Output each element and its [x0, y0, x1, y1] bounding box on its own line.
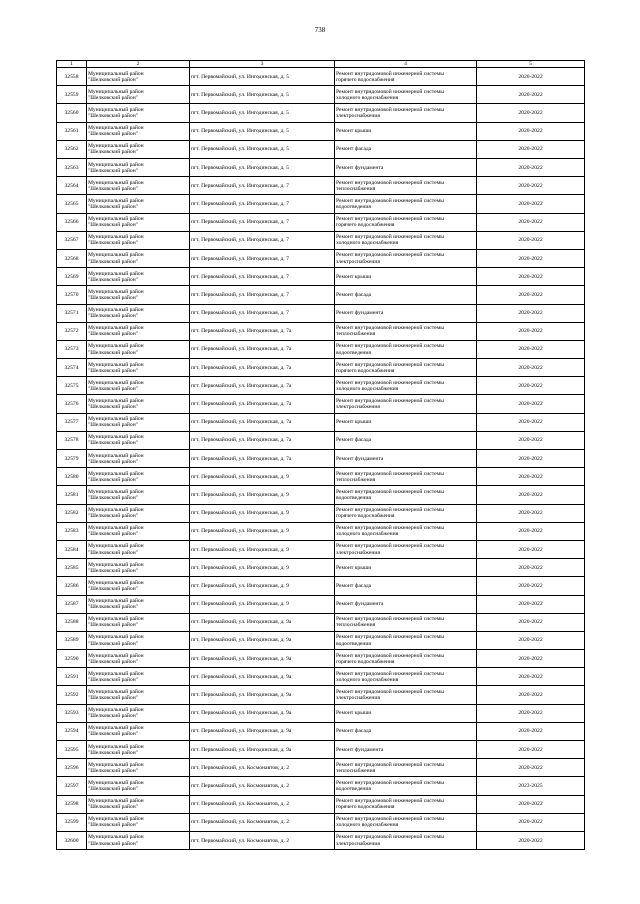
address-cell: пгт. Первомайский, ул. Ингодинская, д. 5 — [190, 159, 335, 177]
municipality-cell: Муниципальный район "Шелковский район" — [87, 777, 190, 795]
work-type-cell: Ремонт внутридомовой инженерной системы электроснабжения — [335, 831, 477, 849]
work-type-cell: Ремонт фундамента — [335, 595, 477, 613]
address-cell: пгт. Первомайский, ул. Ингодинская, д. 9 — [190, 504, 335, 522]
period-cell: 2020-2022 — [477, 140, 585, 158]
table-row — [57, 140, 585, 158]
address-cell: пгт. Первомайский, ул. Ингодинская, д. 9 — [190, 595, 335, 613]
row-number-cell: 32578 — [57, 431, 87, 449]
address-cell: пгт. Первомайский, ул. Ингодинская, д. 7а — [190, 395, 335, 413]
municipality-cell: Муниципальный район "Шелковский район" — [87, 413, 190, 431]
municipality-cell: Муниципальный район "Шелковский район" — [87, 195, 190, 213]
period-cell: 2020-2022 — [477, 268, 585, 286]
address-cell: пгт. Первомайский, ул. Ингодинская, д. 7 — [190, 231, 335, 249]
work-type-cell: Ремонт фасада — [335, 722, 477, 740]
work-type-cell: Ремонт внутридомовой инженерной системы водоотведения — [335, 340, 477, 358]
table-row — [57, 486, 585, 504]
work-type-cell: Ремонт внутридомовой инженерной системы водоотведения — [335, 486, 477, 504]
work-type-cell: Ремонт фасада — [335, 140, 477, 158]
work-type-cell: Ремонт внутридомовой инженерной системы горячего водоснабжения — [335, 795, 477, 813]
address-cell: пгт. Первомайский, ул. Ингодинская, д. 9а — [190, 613, 335, 631]
period-cell: 2020-2022 — [477, 86, 585, 104]
table-row — [57, 559, 585, 577]
table-row — [57, 450, 585, 468]
address-cell: пгт. Первомайский, ул. Космонавтов, д. 2 — [190, 831, 335, 849]
period-cell: 2020-2022 — [477, 450, 585, 468]
period-cell: 2023-2025 — [477, 777, 585, 795]
work-type-cell: Ремонт крыши — [335, 704, 477, 722]
table-row — [57, 340, 585, 358]
column-header: 1 — [57, 61, 87, 68]
table-row — [57, 177, 585, 195]
table-row — [57, 359, 585, 377]
table-row — [57, 249, 585, 267]
period-cell: 2020-2022 — [477, 340, 585, 358]
period-cell: 2020-2022 — [477, 195, 585, 213]
address-cell: пгт. Первомайский, ул. Ингодинская, д. 7а — [190, 340, 335, 358]
municipality-cell: Муниципальный район "Шелковский район" — [87, 704, 190, 722]
address-cell: пгт. Первомайский, ул. Ингодинская, д. 7а — [190, 431, 335, 449]
column-header: 4 — [335, 61, 477, 68]
municipality-cell: Муниципальный район "Шелковский район" — [87, 613, 190, 631]
row-number-cell: 32577 — [57, 413, 87, 431]
municipality-cell: Муниципальный район "Шелковский район" — [87, 304, 190, 322]
table-row — [57, 377, 585, 395]
table-row — [57, 613, 585, 631]
table-row — [57, 831, 585, 849]
row-number-cell: 32583 — [57, 522, 87, 540]
work-type-cell: Ремонт внутридомовой инженерной системы теплоснабжения — [335, 759, 477, 777]
row-number-cell: 32595 — [57, 741, 87, 759]
row-number-cell: 32586 — [57, 577, 87, 595]
table-row — [57, 722, 585, 740]
municipality-cell: Муниципальный район "Шелковский район" — [87, 177, 190, 195]
table-row — [57, 431, 585, 449]
municipality-cell: Муниципальный район "Шелковский район" — [87, 122, 190, 140]
work-type-cell: Ремонт крыши — [335, 122, 477, 140]
municipality-cell: Муниципальный район "Шелковский район" — [87, 522, 190, 540]
period-cell: 2020-2022 — [477, 831, 585, 849]
address-cell: пгт. Первомайский, ул. Ингодинская, д. 5 — [190, 68, 335, 86]
period-cell: 2020-2022 — [477, 540, 585, 558]
row-number-cell: 32574 — [57, 359, 87, 377]
period-cell: 2020-2022 — [477, 431, 585, 449]
column-header: 5 — [477, 61, 585, 68]
address-cell: пгт. Первомайский, ул. Ингодинская, д. 9 — [190, 522, 335, 540]
period-cell: 2020-2022 — [477, 759, 585, 777]
table-row — [57, 650, 585, 668]
address-cell: пгт. Первомайский, ул. Ингодинская, д. 9 — [190, 486, 335, 504]
row-number-cell: 32580 — [57, 468, 87, 486]
row-number-cell: 32584 — [57, 540, 87, 558]
work-type-cell: Ремонт внутридомовой инженерной системы горячего водоснабжения — [335, 359, 477, 377]
work-type-cell: Ремонт внутридомовой инженерной системы горячего водоснабжения — [335, 68, 477, 86]
municipality-cell: Муниципальный район "Шелковский район" — [87, 213, 190, 231]
work-type-cell: Ремонт внутридомовой инженерной системы электроснабжения — [335, 104, 477, 122]
period-cell: 2020-2022 — [477, 468, 585, 486]
municipality-cell: Муниципальный район "Шелковский район" — [87, 813, 190, 831]
work-type-cell: Ремонт внутридомовой инженерной системы холодного водоснабжения — [335, 231, 477, 249]
table-body — [57, 68, 585, 850]
table-row — [57, 322, 585, 340]
period-cell: 2020-2022 — [477, 577, 585, 595]
row-number-cell: 32598 — [57, 795, 87, 813]
municipality-cell: Муниципальный район "Шелковский район" — [87, 650, 190, 668]
address-cell: пгт. Первомайский, ул. Космонавтов, д. 2 — [190, 759, 335, 777]
row-number-cell: 32587 — [57, 595, 87, 613]
row-number-cell: 32561 — [57, 122, 87, 140]
period-cell: 2020-2022 — [477, 704, 585, 722]
row-number-cell: 32573 — [57, 340, 87, 358]
table-row — [57, 468, 585, 486]
address-cell: пгт. Первомайский, ул. Космонавтов, д. 2 — [190, 813, 335, 831]
work-type-cell: Ремонт фасада — [335, 286, 477, 304]
period-cell: 2020-2022 — [477, 595, 585, 613]
municipality-cell: Муниципальный район "Шелковский район" — [87, 322, 190, 340]
page-number: 738 — [314, 26, 326, 34]
period-cell: 2020-2022 — [477, 159, 585, 177]
work-type-cell: Ремонт внутридомовой инженерной системы холодного водоснабжения — [335, 813, 477, 831]
period-cell: 2020-2022 — [477, 522, 585, 540]
work-type-cell: Ремонт внутридомовой инженерной системы водоотведения — [335, 195, 477, 213]
address-cell: пгт. Первомайский, ул. Ингодинская, д. 7 — [190, 249, 335, 267]
period-cell: 2020-2022 — [477, 122, 585, 140]
table-row — [57, 504, 585, 522]
period-cell: 2020-2022 — [477, 795, 585, 813]
column-number-row — [57, 61, 585, 68]
address-cell: пгт. Первомайский, ул. Ингодинская, д. 9а — [190, 650, 335, 668]
period-cell: 2020-2022 — [477, 741, 585, 759]
table-row — [57, 159, 585, 177]
municipality-cell: Муниципальный район "Шелковский район" — [87, 359, 190, 377]
row-number-cell: 32569 — [57, 268, 87, 286]
work-type-cell: Ремонт внутридомовой инженерной системы холодного водоснабжения — [335, 668, 477, 686]
work-type-cell: Ремонт внутридомовой инженерной системы теплоснабжения — [335, 468, 477, 486]
row-number-cell: 32571 — [57, 304, 87, 322]
address-cell: пгт. Первомайский, ул. Ингодинская, д. 7а — [190, 322, 335, 340]
municipality-cell: Муниципальный район "Шелковский район" — [87, 104, 190, 122]
work-type-cell: Ремонт внутридомовой инженерной системы электроснабжения — [335, 686, 477, 704]
address-cell: пгт. Первомайский, ул. Ингодинская, д. 9а — [190, 704, 335, 722]
period-cell: 2020-2022 — [477, 668, 585, 686]
work-type-cell: Ремонт внутридомовой инженерной системы холодного водоснабжения — [335, 86, 477, 104]
table-row — [57, 704, 585, 722]
work-type-cell: Ремонт фундамента — [335, 450, 477, 468]
work-type-cell: Ремонт фундамента — [335, 741, 477, 759]
table-row — [57, 231, 585, 249]
table-row — [57, 268, 585, 286]
table-row — [57, 395, 585, 413]
period-cell: 2020-2022 — [477, 722, 585, 740]
address-cell: пгт. Первомайский, ул. Ингодинская, д. 5 — [190, 122, 335, 140]
period-cell: 2020-2022 — [477, 631, 585, 649]
row-number-cell: 32563 — [57, 159, 87, 177]
municipality-cell: Муниципальный район "Шелковский район" — [87, 377, 190, 395]
row-number-cell: 32582 — [57, 504, 87, 522]
row-number-cell: 32596 — [57, 759, 87, 777]
address-cell: пгт. Первомайский, ул. Ингодинская, д. 5 — [190, 86, 335, 104]
row-number-cell: 32560 — [57, 104, 87, 122]
table-row — [57, 286, 585, 304]
work-type-cell: Ремонт внутридомовой инженерной системы горячего водоснабжения — [335, 213, 477, 231]
municipality-cell: Муниципальный район "Шелковский район" — [87, 831, 190, 849]
period-cell: 2020-2022 — [477, 377, 585, 395]
table-row — [57, 540, 585, 558]
table-row — [57, 741, 585, 759]
municipality-cell: Муниципальный район "Шелковский район" — [87, 286, 190, 304]
municipality-cell: Муниципальный район "Шелковский район" — [87, 759, 190, 777]
address-cell: пгт. Первомайский, ул. Ингодинская, д. 9а — [190, 631, 335, 649]
works-table — [56, 60, 585, 850]
row-number-cell: 32589 — [57, 631, 87, 649]
work-type-cell: Ремонт внутридомовой инженерной системы водоотведения — [335, 777, 477, 795]
row-number-cell: 32597 — [57, 777, 87, 795]
period-cell: 2020-2022 — [477, 650, 585, 668]
period-cell: 2020-2022 — [477, 486, 585, 504]
municipality-cell: Муниципальный район "Шелковский район" — [87, 595, 190, 613]
address-cell: пгт. Первомайский, ул. Ингодинская, д. 7 — [190, 304, 335, 322]
table-row — [57, 631, 585, 649]
municipality-cell: Муниципальный район "Шелковский район" — [87, 686, 190, 704]
row-number-cell: 32575 — [57, 377, 87, 395]
municipality-cell: Муниципальный район "Шелковский район" — [87, 140, 190, 158]
address-cell: пгт. Первомайский, ул. Ингодинская, д. 7 — [190, 286, 335, 304]
table-row — [57, 759, 585, 777]
row-number-cell: 32592 — [57, 686, 87, 704]
table-row — [57, 213, 585, 231]
address-cell: пгт. Первомайский, ул. Ингодинская, д. 7а — [190, 450, 335, 468]
municipality-cell: Муниципальный район "Шелковский район" — [87, 504, 190, 522]
work-type-cell: Ремонт фасада — [335, 431, 477, 449]
row-number-cell: 32593 — [57, 704, 87, 722]
row-number-cell: 32572 — [57, 322, 87, 340]
row-number-cell: 32567 — [57, 231, 87, 249]
work-type-cell: Ремонт внутридомовой инженерной системы горячего водоснабжения — [335, 504, 477, 522]
column-header: 3 — [190, 61, 335, 68]
period-cell: 2020-2022 — [477, 213, 585, 231]
municipality-cell: Муниципальный район "Шелковский район" — [87, 249, 190, 267]
period-cell: 2020-2022 — [477, 177, 585, 195]
work-type-cell: Ремонт фундамента — [335, 304, 477, 322]
table-row — [57, 686, 585, 704]
work-type-cell: Ремонт внутридомовой инженерной системы электроснабжения — [335, 249, 477, 267]
table-row — [57, 304, 585, 322]
row-number-cell: 32600 — [57, 831, 87, 849]
municipality-cell: Муниципальный район "Шелковский район" — [87, 741, 190, 759]
work-type-cell: Ремонт крыши — [335, 413, 477, 431]
municipality-cell: Муниципальный район "Шелковский район" — [87, 540, 190, 558]
table-row — [57, 668, 585, 686]
row-number-cell: 32565 — [57, 195, 87, 213]
municipality-cell: Муниципальный район "Шелковский район" — [87, 231, 190, 249]
municipality-cell: Муниципальный район "Шелковский район" — [87, 722, 190, 740]
municipality-cell: Муниципальный район "Шелковский район" — [87, 159, 190, 177]
row-number-cell: 32585 — [57, 559, 87, 577]
address-cell: пгт. Первомайский, ул. Ингодинская, д. 9 — [190, 559, 335, 577]
row-number-cell: 32599 — [57, 813, 87, 831]
work-type-cell: Ремонт внутридомовой инженерной системы электроснабжения — [335, 540, 477, 558]
row-number-cell: 32570 — [57, 286, 87, 304]
row-number-cell: 32558 — [57, 68, 87, 86]
municipality-cell: Муниципальный район "Шелковский район" — [87, 450, 190, 468]
period-cell: 2020-2022 — [477, 813, 585, 831]
work-type-cell: Ремонт внутридомовой инженерной системы холодного водоснабжения — [335, 522, 477, 540]
address-cell: пгт. Первомайский, ул. Ингодинская, д. 7а — [190, 413, 335, 431]
table-row — [57, 777, 585, 795]
row-number-cell: 32588 — [57, 613, 87, 631]
period-cell: 2020-2022 — [477, 504, 585, 522]
row-number-cell: 32590 — [57, 650, 87, 668]
address-cell: пгт. Первомайский, ул. Ингодинская, д. 5 — [190, 140, 335, 158]
work-type-cell: Ремонт фасада — [335, 577, 477, 595]
address-cell: пгт. Первомайский, ул. Ингодинская, д. 7а — [190, 377, 335, 395]
table-row — [57, 195, 585, 213]
work-type-cell: Ремонт внутридомовой инженерной системы горячего водоснабжения — [335, 650, 477, 668]
row-number-cell: 32579 — [57, 450, 87, 468]
municipality-cell: Муниципальный район "Шелковский район" — [87, 668, 190, 686]
work-type-cell: Ремонт крыши — [335, 559, 477, 577]
address-cell: пгт. Первомайский, ул. Ингодинская, д. 5 — [190, 104, 335, 122]
table-row — [57, 522, 585, 540]
period-cell: 2020-2022 — [477, 686, 585, 704]
period-cell: 2020-2022 — [477, 249, 585, 267]
row-number-cell: 32591 — [57, 668, 87, 686]
municipality-cell: Муниципальный район "Шелковский район" — [87, 340, 190, 358]
row-number-cell: 32559 — [57, 86, 87, 104]
column-header: 2 — [87, 61, 190, 68]
work-type-cell: Ремонт внутридомовой инженерной системы электроснабжения — [335, 395, 477, 413]
address-cell: пгт. Первомайский, ул. Ингодинская, д. 9а — [190, 668, 335, 686]
period-cell: 2020-2022 — [477, 613, 585, 631]
address-cell: пгт. Первомайский, ул. Ингодинская, д. 7 — [190, 213, 335, 231]
period-cell: 2020-2022 — [477, 286, 585, 304]
row-number-cell: 32562 — [57, 140, 87, 158]
municipality-cell: Муниципальный район "Шелковский район" — [87, 631, 190, 649]
table-row — [57, 595, 585, 613]
address-cell: пгт. Первомайский, ул. Ингодинская, д. 7 — [190, 195, 335, 213]
municipality-cell: Муниципальный район "Шелковский район" — [87, 795, 190, 813]
table-row — [57, 68, 585, 86]
municipality-cell: Муниципальный район "Шелковский район" — [87, 577, 190, 595]
address-cell: пгт. Первомайский, ул. Ингодинская, д. 7 — [190, 177, 335, 195]
municipality-cell: Муниципальный район "Шелковский район" — [87, 431, 190, 449]
work-type-cell: Ремонт внутридомовой инженерной системы водоотведения — [335, 631, 477, 649]
municipality-cell: Муниципальный район "Шелковский район" — [87, 559, 190, 577]
address-cell: пгт. Первомайский, ул. Ингодинская, д. 9 — [190, 540, 335, 558]
table-row — [57, 104, 585, 122]
period-cell: 2020-2022 — [477, 413, 585, 431]
row-number-cell: 32594 — [57, 722, 87, 740]
work-type-cell: Ремонт внутридомовой инженерной системы теплоснабжения — [335, 177, 477, 195]
address-cell: пгт. Первомайский, ул. Космонавтов, д. 2 — [190, 795, 335, 813]
work-type-cell: Ремонт внутридомовой инженерной системы теплоснабжения — [335, 322, 477, 340]
row-number-cell: 32568 — [57, 249, 87, 267]
table-row — [57, 813, 585, 831]
work-type-cell: Ремонт внутридомовой инженерной системы теплоснабжения — [335, 613, 477, 631]
table-row — [57, 577, 585, 595]
municipality-cell: Муниципальный район "Шелковский район" — [87, 468, 190, 486]
table-row — [57, 413, 585, 431]
address-cell: пгт. Первомайский, ул. Ингодинская, д. 9 — [190, 468, 335, 486]
address-cell: пгт. Первомайский, ул. Ингодинская, д. 9а — [190, 722, 335, 740]
period-cell: 2020-2022 — [477, 304, 585, 322]
work-type-cell: Ремонт фундамента — [335, 159, 477, 177]
address-cell: пгт. Первомайский, ул. Ингодинская, д. 9 — [190, 577, 335, 595]
period-cell: 2020-2022 — [477, 559, 585, 577]
table-row — [57, 122, 585, 140]
municipality-cell: Муниципальный район "Шелковский район" — [87, 86, 190, 104]
row-number-cell: 32564 — [57, 177, 87, 195]
row-number-cell: 32581 — [57, 486, 87, 504]
table-row — [57, 795, 585, 813]
municipality-cell: Муниципальный район "Шелковский район" — [87, 268, 190, 286]
period-cell: 2020-2022 — [477, 104, 585, 122]
work-type-cell: Ремонт крыши — [335, 268, 477, 286]
period-cell: 2020-2022 — [477, 359, 585, 377]
municipality-cell: Муниципальный район "Шелковский район" — [87, 486, 190, 504]
table-row — [57, 86, 585, 104]
address-cell: пгт. Первомайский, ул. Ингодинская, д. 9а — [190, 741, 335, 759]
period-cell: 2020-2022 — [477, 68, 585, 86]
work-type-cell: Ремонт внутридомовой инженерной системы холодного водоснабжения — [335, 377, 477, 395]
municipality-cell: Муниципальный район "Шелковский район" — [87, 68, 190, 86]
municipality-cell: Муниципальный район "Шелковский район" — [87, 395, 190, 413]
row-number-cell: 32576 — [57, 395, 87, 413]
row-number-cell: 32566 — [57, 213, 87, 231]
period-cell: 2020-2022 — [477, 231, 585, 249]
address-cell: пгт. Первомайский, ул. Ингодинская, д. 7 — [190, 268, 335, 286]
address-cell: пгт. Первомайский, ул. Космонавтов, д. 2 — [190, 777, 335, 795]
address-cell: пгт. Первомайский, ул. Ингодинская, д. 7а — [190, 359, 335, 377]
period-cell: 2020-2022 — [477, 395, 585, 413]
address-cell: пгт. Первомайский, ул. Ингодинская, д. 9а — [190, 686, 335, 704]
period-cell: 2020-2022 — [477, 322, 585, 340]
